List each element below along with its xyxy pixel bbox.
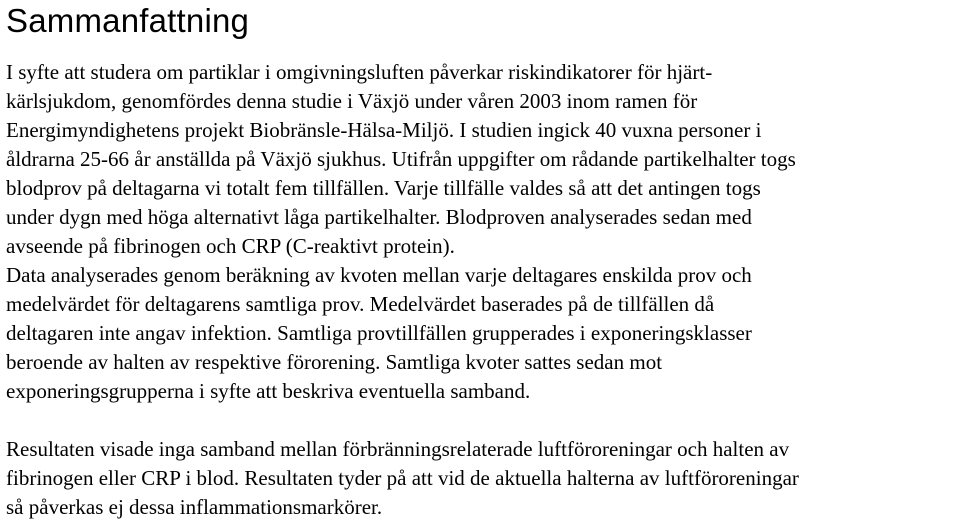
text-line: så påverkas ej dessa inflammationsmarkörer. — [6, 495, 383, 519]
text-line: avseende på fibrinogen och CRP (C-reaktivt protein). — [6, 234, 455, 258]
text-line: Energimyndighetens projekt Biobränsle-Hälsa-Miljö. I studien ingick 40 vuxna personer i — [6, 118, 762, 142]
text-line: medelvärdet för deltagarens samtliga prov. Medelvärdet baserades på de tillfällen då — [6, 292, 715, 316]
text-line: kärlsjukdom, genomfördes denna studie i Växjö under våren 2003 inom ramen för — [6, 89, 698, 113]
text-line: beroende av halten av respektive förorening. Samtliga kvoter sattes sedan mot — [6, 350, 663, 374]
page-title: Sammanfattning — [6, 2, 250, 39]
text-line: blodprov på deltagarna vi totalt fem tillfällen. Varje tillfälle valdes så att det antingen togs — [6, 176, 761, 200]
summary-paragraph-method — [6, 58, 956, 406]
text-line: deltagaren inte angav infektion. Samtliga provtillfällen grupperades i exponeringsklasser — [6, 321, 752, 345]
text-line: Data analyserades genom beräkning av kvoten mellan varje deltagares enskilda prov och — [6, 263, 752, 287]
document-page — [6, 0, 956, 522]
text-line: Resultaten visade inga samband mellan förbränningsrelaterade luftföroreningar och halten av — [6, 437, 790, 461]
text-line: fibrinogen eller CRP i blod. Resultaten tyder på att vid de aktuella halterna av luftföroreningar — [6, 466, 799, 490]
summary-paragraph-results — [6, 435, 956, 522]
text-line: exponeringsgrupperna i syfte att beskriva eventuella samband. — [6, 379, 531, 403]
text-line: I syfte att studera om partiklar i omgivningsluften påverkar riskindikatorer för hjärt- — [6, 60, 713, 84]
text-line: under dygn med höga alternativt låga partikelhalter. Blodproven analyserades sedan med — [6, 205, 752, 229]
text-line: åldrarna 25-66 år anställda på Växjö sjukhus. Utifrån uppgifter om rådande partikelhalter togs — [6, 147, 796, 171]
